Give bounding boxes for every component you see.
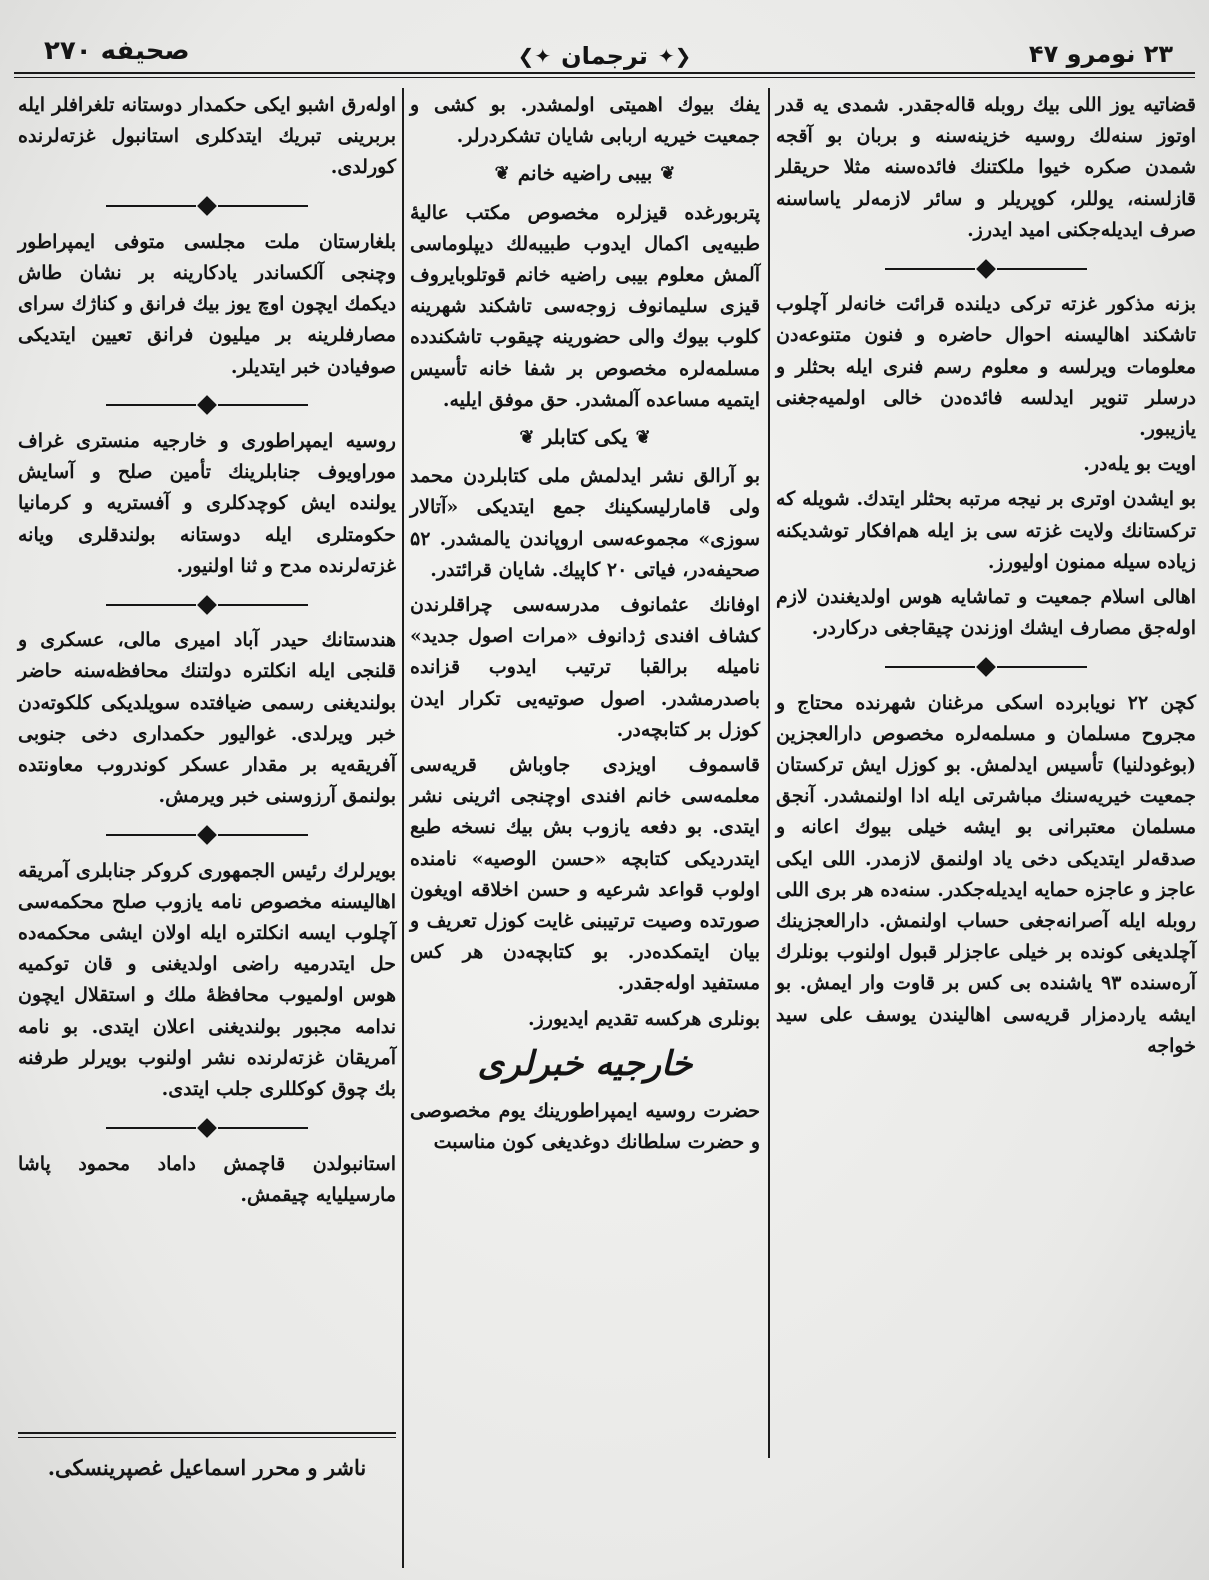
masthead <box>518 42 692 70</box>
article-paragraph: بزنه مذکور غزته ترکی دیلنده قرائت خانه‌لر آچلوب تاشکند اهالیسنه احوال حاضره و فنون متنوعه‌دن معلومات ویرلسه و معلوم رسم فنری ایله بحثلر و درسلر تنویر ایدلسه فائده‌دن خالی اولمیه‌جغنی یازیبور. <box>776 293 1196 441</box>
newspaper-title: ترجمان <box>561 42 648 70</box>
diamond-ornament-icon <box>197 825 217 845</box>
article-paragraph: بو آرالق نشر ایدلمش ملی کتابلردن محمد ولی قامارلیسکینك جمع ایتدیکی «آتالار سوزی» مجموعه‌سی اروپاندن یالمشدر. ۵۲ صحیفه‌در، فیاتی ۲۰ کاپیك. شایان قرائتدر. <box>410 465 760 581</box>
separator <box>18 818 396 849</box>
footer-rule-thin <box>18 1437 396 1438</box>
header-rule-thin <box>14 77 1195 78</box>
column-middle <box>410 90 760 1163</box>
separator <box>18 389 396 420</box>
separator <box>776 252 1196 283</box>
section-heading <box>410 158 760 189</box>
header-rule <box>14 72 1195 74</box>
section-title: یکی کتابلر <box>542 425 628 450</box>
article-paragraph: هندستانك حیدر آباد امیری مالی، عسکری و قلنجی ایله انکلتره دولتنك محافظه‌سنه حاضر بولندیغنی رسمی ضیافتده سویلدیکی کلکوته‌دن خبر ویرلدی. غوالیور حکمداری دخی جنوبی آفریقه‌یه بر مقدار عسکر کوندروب معاونتده بولنمق آرزوسنی خبر ویرمش. <box>18 629 396 808</box>
column-divider-left <box>402 88 404 1568</box>
article-paragraph: روسیه ایمپراطوری و خارجیه منستری غراف موراویوف جنابلرینك تأمین صلح و آسایش یولنده ایش کوچدکلری و آفستریه و کرمانیا حکومتلری ایله دوستانه بولندقلری ویانه غزته‌لرنده مدح و ثنا اولنیور. <box>18 430 396 577</box>
flourish-icon: ❦ <box>660 163 676 185</box>
section-heading <box>410 422 760 453</box>
diamond-ornament-icon <box>197 595 217 615</box>
article-paragraph: اولەرق اشبو ایکی حکمدار دوستانه تلغرافلر ایله بربرینی تبریك ایتدکلری استانبول غزته‌لرنده کورلدی. <box>18 94 396 179</box>
page-header <box>14 22 1195 92</box>
footer-rule <box>18 1432 396 1434</box>
article-paragraph: بونلری هرکسه تقدیم ایدیورز. <box>528 1007 760 1030</box>
article-paragraph: بلغارستان ملت مجلسی متوفی ایمپراطور وچنجی آلکساندر یادکارینه بر نشان طاش دیکمك ایچون اوچ یوز بیك فرانق و کناژك سرای مصارفلرینه بر میلیون فرانق تعیین ایتدیکی صوفیادن خبر ایتدیلر. <box>18 230 396 378</box>
separator <box>18 1111 396 1142</box>
section-title: بیبی راضیه خانم <box>517 161 653 186</box>
page-label: صحیفه ۲۷۰ <box>44 36 190 66</box>
article-paragraph: کچن ۲۲ نویابرده اسکی مرغنان شهرنده محتاج و مجروح مسلمان و مسلمه‌لره مخصوص دارالعجزین (بوغودلنیا) تأسیس ایدلمش. بو کوزل ایش ترکستان جمعیت خیریه‌سنك مباشرتی ایله ادا اولنمشدر. آنجق مسلمان معتبرانی بو ایشه خیلی بیوك اعانه و صدقه‌لر ایتدیکی دخی یاد اولنمق لازمدر. اللی ایکی عاجز و عاجزه حمایه ایدیله‌جکدر. سنه‌ده هر بری اللی روبله ایله آصرانه‌جغی حساب اولنمش. دارالعجزینك آچلدیغی کونده بر خیلی عاجزلر قبول اولنوب بونلرك آره‌سنده ۹۳ یاشنده بی کس بر قاوت وار ایمش. بو ایشه یاردمزار قریه‌سی اهالیندن یوسف علی سید خواجه <box>776 691 1196 1057</box>
article-paragraph: اوفانك عثمانوف مدرسه‌سی چراقلرندن کشاف افندی ژدانوف «مرات اصول جدید» نامیله برالقبا ترتیب ایدوب قزانده باصدرمشدر. اصول صوتیه‌یی تکرار ایدن کوزل بر کتابچه‌در. <box>410 594 760 741</box>
diamond-ornament-icon <box>976 259 996 279</box>
article-paragraph: قضاتیه یوز اللی بیك روبله قاله‌جقدر. شمدی یه قدر اوتوز سنه‌لك روسیه خزینه‌سنه و بربان بو آقجه شمدن صکره خیوا ملکتنك فائده‌سنه مثلا حریقلر قازلسنه، یوللر، کوپریلر و سائر لازمه‌لر یاساسنه صرف ایدیله‌جکنی امید ایدرز. <box>776 94 1196 241</box>
issue-number: ۲۳ نومرو ۴۷ <box>1028 40 1173 68</box>
article-paragraph: حضرت روسیه ایمپراطورینك یوم مخصوصی و حضرت سلطانك دوغدیغی کون مناسبت <box>410 1100 760 1154</box>
diamond-ornament-icon <box>976 657 996 677</box>
separator <box>18 190 396 221</box>
article-paragraph: استانبولدن قاچمش داماد محمود پاشا مارسیلیایه چیقمش. <box>18 1152 396 1206</box>
diamond-ornament-icon <box>197 196 217 216</box>
article-paragraph: بویرلرك رئیس الجمهوری کروکر جنابلری آمریقه اهالیسنه مخصوص نامه یازوب صلح محکمه‌سی آچلوب ایسه انکلتره ایله اولان ایشی محکمه‌ده حل ایتدرمیه راضی اولدیغنی و قان توکمیه هوس اولمیوب محافظهٔ ملك و استقلال ایچون ندامه مجبور بولندیغنی اعلان ایتدی. بو نامه آمریقان غزته‌لرنده نشر اولنوب بویرلر طرفنه بك چوق کوکللری جلب ایتدی. <box>18 859 396 1101</box>
article-paragraph: اهالی اسلام جمعیت و تماشایه هوس اولدیغندن لازم اوله‌جق مصارف ایشك اوزندن چیقاجغی درکاردر. <box>776 586 1196 640</box>
right-ornament-icon: ✦❯ <box>517 44 552 68</box>
column-left <box>18 90 396 1215</box>
diamond-ornament-icon <box>197 1118 217 1138</box>
article-paragraph: بو ایشدن اوتری بر نیجه مرتبه بحثلر ایتدك. شویله که ترکستانك ولایت غزته سی بز ایله هم‌افکار توشدیکنه زیاده سیله ممنون اولیورز. <box>776 488 1196 573</box>
publisher-line: ناشر و محرر اسماعیل غصپرینسکی. <box>47 1455 367 1480</box>
diamond-ornament-icon <box>197 395 217 415</box>
article-paragraph: یفك بیوك اهمیتی اولمشدر. بو کشی و جمعیت خیریه اربابی شایان تشکردرلر. <box>410 94 760 148</box>
separator <box>18 588 396 619</box>
flourish-icon: ❦ <box>494 163 510 185</box>
left-ornament-icon: ❮✦ <box>657 44 692 68</box>
article-paragraph: پتربورغده قیزلره مخصوص مکتب عالیهٔ طبیه‌یی اکمال ایدوب طبیبه‌لك دیپلوماسی آلمش معلوم بیبی راضیه خانم قوتلوبایروف قیزی سلیمانوف زوجه‌سی تاشکند شهرینه کلوب بیوك والی حضورینه چیقوب تاشکندده مسلمه‌لره مخصوص بر شفا خانه تأسیس ایتمیه مساعده آلمشدر. حق موفق ایلیه. <box>410 201 760 411</box>
flourish-icon: ❦ <box>519 427 535 449</box>
flourish-icon: ❦ <box>635 427 651 449</box>
column-divider-right <box>768 88 770 1458</box>
column-right <box>776 90 1196 1066</box>
article-paragraph: اویت بو یله‌در. <box>1083 453 1196 476</box>
separator <box>776 650 1196 681</box>
article-paragraph: قاسموف اویزدی جاوباش قریه‌سی معلمه‌سی خانم افندی اوچنجی اثرینی نشر ایتدی. بو دفعه یازوب بش بیك نسخه طبع ایتدردیکی کتابچه «حسن الوصیه» نامنده اولوب قواعد شرعیه و حسن اخلاقه اویغون صورتده وصیت ترتیبنی غایت کوزل تعریف و بیان ایتمکده‌در. بو کتابچه‌دن هر کس مستفید اوله‌جقدر. <box>410 754 760 995</box>
foreign-news-heading: خارجیه خبرلری <box>477 1043 693 1084</box>
